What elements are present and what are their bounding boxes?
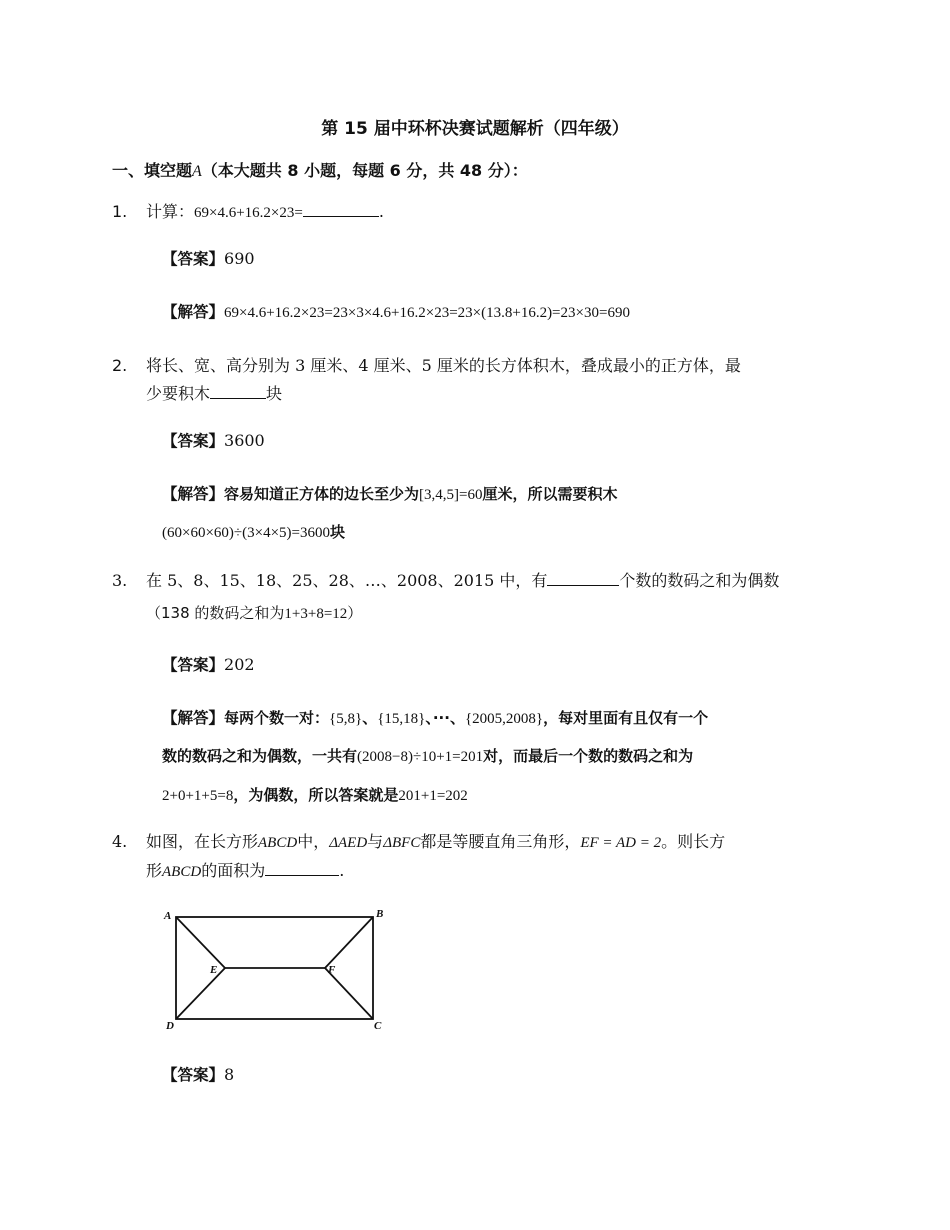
- q4-answer-blank: [265, 861, 339, 876]
- q4-line1-a: 如图，在长方形: [146, 832, 259, 851]
- document-title: 第 15 届中环杯决赛试题解析（四年级）: [321, 119, 629, 139]
- q4-line2-a: 形: [146, 861, 163, 880]
- section-heading: [112, 158, 528, 181]
- q3-sol2-a: 数的数码之和为偶数，一共有: [162, 747, 358, 765]
- segment-ae: [176, 917, 225, 968]
- q1-prefix: 计算：: [146, 202, 195, 221]
- q2-solution-line2: [162, 521, 345, 544]
- q3-sol2-b: 对，而最后一个数的数码之和为: [483, 747, 694, 765]
- q4-rect1: ABCD: [258, 835, 298, 851]
- q1-answer-blank: [303, 202, 379, 217]
- q2-line2-prefix: 少要积木: [146, 384, 211, 403]
- section-label: 一、填空题: [112, 161, 193, 180]
- q2-line2-suffix: 块: [266, 384, 283, 403]
- q2-sol-b: 厘米，所以需要积木: [482, 485, 618, 503]
- q3-answer-blank: [547, 571, 619, 586]
- q3-sol1-sep2: 、···、: [425, 709, 465, 727]
- q4-line1-d: 都是等腰直角三角形，: [420, 832, 581, 851]
- q3-line1-suffix: 个数的数码之和为偶数: [619, 571, 780, 590]
- q1-answer-value: 690: [224, 249, 255, 268]
- q2-line2: [146, 383, 282, 405]
- q3-sol1-p2: {15,18}: [377, 711, 426, 727]
- q3-line2: [146, 602, 362, 625]
- q2-solution-line1: [162, 483, 618, 506]
- q1-text: [146, 201, 384, 224]
- rectangle-figure: [160, 905, 400, 1035]
- label-c: C: [374, 1020, 382, 1032]
- q4-answer: [162, 1064, 234, 1086]
- q4-line1-e: 。则长方: [661, 832, 726, 851]
- q3-sol1-b: ，每对里面有且仅有一个: [543, 709, 709, 727]
- q4-rect2: ABCD: [162, 864, 202, 880]
- segment-de: [176, 968, 225, 1019]
- q3-number: 3.: [112, 571, 128, 590]
- label-d: D: [166, 1020, 174, 1032]
- q2-line1: 将长、宽、高分别为 3 厘米、4 厘米、5 厘米的长方体积木，叠成最小的正方体，最: [146, 356, 741, 375]
- q3-sol2-math: (2008−8)÷10+1=201: [357, 749, 484, 765]
- q3-answer-value: 202: [224, 655, 255, 674]
- q1-end: .: [378, 202, 384, 221]
- section-italic: A: [192, 163, 202, 180]
- q4-answer-label: 【答案】: [162, 1066, 225, 1084]
- q3-sol3-a: ，为偶数，所以答案就是: [233, 786, 399, 804]
- q3-sol3-math1: 2+0+1+5=8: [162, 788, 234, 804]
- segment-bf: [325, 917, 373, 968]
- q4-answer-value: 8: [224, 1065, 235, 1084]
- q4-number: 4.: [112, 832, 128, 851]
- q3-line2-a: （138 的数码之和为: [146, 604, 285, 622]
- q1-solution-label: 【解答】: [162, 303, 225, 321]
- q2-sol-a: 容易知道正方体的边长至少为: [224, 485, 420, 503]
- q3-sol1-a: 每两个数一对：: [224, 709, 330, 727]
- section-suffix: （本大题共 8 小题，每题 6 分，共 48 分）：: [201, 161, 528, 180]
- q3-line1: [146, 570, 779, 592]
- q4-line2: [146, 860, 344, 883]
- q3-solution-label: 【解答】: [162, 709, 225, 727]
- q4-line2-end: .: [339, 861, 345, 880]
- q1-solution-text: 69×4.6+16.2×23=23×3×4.6+16.2×23=23×(13.8+16.2)=23×30=690: [224, 305, 630, 321]
- q2-number: 2.: [112, 356, 128, 375]
- q3-solution-line1: [162, 707, 708, 730]
- q2-answer-blank: [210, 384, 266, 399]
- label-f: F: [328, 964, 336, 976]
- q3-solution-line3: [162, 784, 468, 807]
- q2-sol-math1: [3,4,5]=60: [419, 487, 483, 503]
- q2-answer-label: 【答案】: [162, 432, 225, 450]
- q4-equation: EF = AD = 2: [580, 835, 662, 851]
- q1-expression: 69×4.6+16.2×23=: [194, 205, 303, 221]
- label-e: E: [210, 964, 218, 976]
- q1-answer: [162, 248, 255, 270]
- q3-sol1-p3: {2005,2008}: [464, 711, 544, 727]
- q2-answer-value: 3600: [224, 431, 265, 450]
- q2-sol-math2: (60×60×60)÷(3×4×5)=3600: [162, 525, 331, 541]
- q4-triangle2: ΔBFC: [383, 835, 421, 851]
- q3-line1-prefix: 在 5、8、15、18、25、28、…、2008、2015 中，有: [146, 571, 548, 590]
- label-a: A: [164, 910, 172, 922]
- q3-answer: [162, 654, 255, 676]
- q3-sol1-p1: {5,8}: [329, 711, 363, 727]
- q4-line1-c: 与: [367, 832, 384, 851]
- q4-line2-b: 的面积为: [201, 861, 266, 880]
- q3-solution-line2: [162, 745, 693, 768]
- q4-line1-b: 中，: [297, 832, 330, 851]
- q3-line2-b: ）: [347, 604, 363, 622]
- q2-solution-label: 【解答】: [162, 485, 225, 503]
- q3-sol1-sep1: 、: [362, 709, 378, 727]
- q1-answer-label: 【答案】: [162, 250, 225, 268]
- q3-line2-math: 1+3+8=12: [284, 606, 348, 622]
- q3-answer-label: 【答案】: [162, 656, 225, 674]
- q3-sol3-math2: 201+1=202: [398, 788, 468, 804]
- q2-answer: [162, 430, 265, 452]
- q2-sol-c: 块: [330, 523, 346, 541]
- q1-number: 1.: [112, 202, 128, 221]
- q1-solution: [162, 301, 630, 324]
- label-b: B: [376, 908, 384, 920]
- q4-line1: [146, 831, 725, 854]
- q4-triangle1: ΔAED: [329, 835, 368, 851]
